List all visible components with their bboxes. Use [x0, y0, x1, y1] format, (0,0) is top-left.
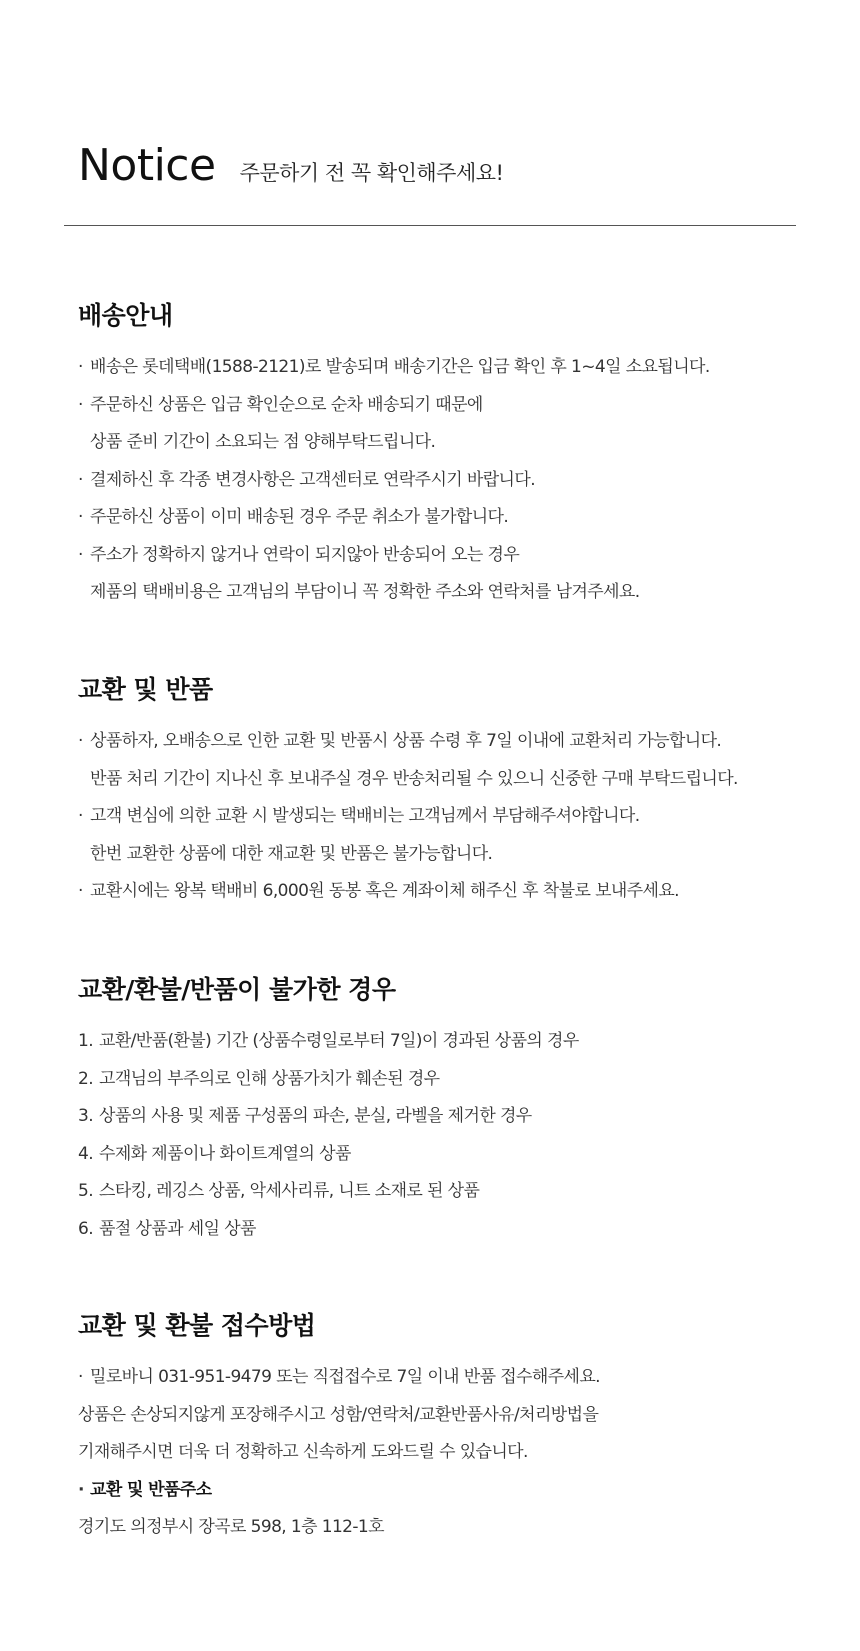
list-item-text: 품절 상품과 세일 상품	[99, 1218, 256, 1239]
list-item-line: · 결제하신 후 각종 변경사항은 고객센터로 연락주시기 바랍니다.	[78, 462, 798, 500]
list-item-line: 한번 교환한 상품에 대한 재교환 및 반품은 불가능합니다.	[90, 843, 493, 864]
list-item	[78, 349, 798, 387]
list-item	[78, 499, 798, 537]
list-item-number: 3.	[78, 1106, 94, 1126]
address-text: 경기도 의정부시 장곡로 598, 1층 112-1호	[78, 1517, 384, 1537]
list-item	[78, 1136, 798, 1174]
header-divider	[64, 225, 796, 226]
list-item-line: 상품 준비 기간이 소요되는 점 양해부탁드립니다.	[90, 432, 436, 452]
list-item-number: 2.	[78, 1068, 94, 1089]
list-item	[78, 1098, 798, 1136]
notice-header	[78, 140, 503, 191]
list-item-line: · 교환시에는 왕복 택배비 6,000원 동봉 혹은 계좌이체 해주신 후 착불로 보내주세요.	[78, 873, 798, 911]
list-item	[78, 798, 798, 873]
page-subtitle: 주문하기 전 꼭 확인해주세요!	[239, 161, 504, 185]
unavailable-list	[78, 1023, 798, 1248]
method-heading: 교환 및 환불 접수방법	[78, 1311, 316, 1340]
page-title: Notice	[78, 140, 216, 191]
list-item-number: 6.	[78, 1218, 94, 1239]
list-item	[78, 1472, 798, 1510]
list-item	[78, 873, 798, 911]
list-item	[78, 1061, 798, 1099]
list-item-text: 스타킹, 레깅스 상품, 악세사리류, 니트 소재로 된 상품	[99, 1181, 480, 1201]
unavailable-section	[78, 970, 798, 1248]
list-item-line: · 주문하신 상품은 입금 확인순으로 순차 배송되기 때문에	[78, 387, 798, 425]
list-item	[78, 1211, 798, 1249]
list-item-text: 수제화 제품이나 화이트계열의 상품	[99, 1143, 351, 1164]
list-item	[78, 387, 798, 462]
list-item-text: 고객님의 부주의로 인해 상품가치가 훼손된 경우	[99, 1068, 440, 1089]
exchange-section	[78, 670, 798, 911]
unavailable-heading: 교환/환불/반품이 불가한 경우	[78, 975, 396, 1004]
list-item-number: 5.	[78, 1181, 94, 1201]
list-item-line: 반품 처리 기간이 지나신 후 보내주실 경우 반송처리될 수 있으니 신중한 구매 부탁드립니다.	[90, 768, 738, 789]
list-item-number: 4.	[78, 1143, 94, 1164]
exchange-heading: 교환 및 반품	[78, 675, 213, 704]
method-section	[78, 1306, 798, 1547]
list-item	[78, 723, 798, 798]
method-detail-line: 기재해주시면 더욱 더 정확하고 신속하게 도와드릴 수 있습니다.	[78, 1442, 528, 1462]
list-item-line: 제품의 택배비용은 고객님의 부담이니 꼭 정확한 주소와 연락처를 남겨주세요.	[90, 582, 640, 602]
method-list	[78, 1359, 798, 1397]
delivery-section	[78, 296, 798, 612]
delivery-list	[78, 349, 798, 612]
list-item-line: · 상품하자, 오배송으로 인한 교환 및 반품시 상품 수령 후 7일 이내에 교환처리 가능합니다.	[78, 723, 798, 761]
list-item	[78, 462, 798, 500]
list-item-line: · 배송은 롯데택배(1588-2121)로 발송되며 배송기간은 입금 확인 후 1~4일 소요됩니다.	[78, 349, 798, 387]
delivery-heading: 배송안내	[78, 301, 173, 330]
list-item	[78, 1359, 798, 1397]
exchange-list	[78, 723, 798, 911]
list-item-text: 상품의 사용 및 제품 구성품의 파손, 분실, 라벨을 제거한 경우	[99, 1106, 532, 1126]
list-item	[78, 537, 798, 612]
list-item-text: 교환/반품(환불) 기간 (상품수령일로부터 7일)이 경과된 상품의 경우	[99, 1031, 579, 1051]
list-item	[78, 1173, 798, 1211]
address-label: · 교환 및 반품주소	[78, 1472, 798, 1510]
method-packing-line: 상품은 손상되지않게 포장해주시고 성함/연락처/교환반품사유/처리방법을	[78, 1404, 599, 1425]
method-contact-line: · 밀로바니 031-951-9479 또는 직접접수로 7일 이내 반품 접수해주세요.	[78, 1359, 798, 1397]
list-item-line: · 고객 변심에 의한 교환 시 발생되는 택배비는 고객님께서 부담해주셔야합니다.	[78, 798, 798, 836]
address-list	[78, 1472, 798, 1510]
list-item-line: · 주소가 정확하지 않거나 연락이 되지않아 반송되어 오는 경우	[78, 537, 798, 575]
list-item	[78, 1023, 798, 1061]
list-item-line: · 주문하신 상품이 이미 배송된 경우 주문 취소가 불가합니다.	[78, 499, 798, 537]
list-item-number: 1.	[78, 1031, 94, 1051]
